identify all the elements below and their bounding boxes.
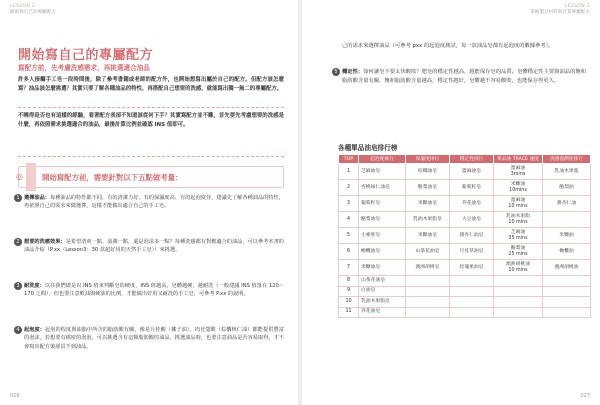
column-header: 保濕度排行 — [406, 155, 450, 164]
left-page-number: 026 — [10, 393, 20, 399]
column-header: 穩定性排行 — [450, 155, 494, 164]
rank-cell: 10 — [339, 297, 359, 308]
table-cell: 米糠油皂 — [406, 228, 450, 244]
page-title: 開始寫自己的專屬配方 — [18, 48, 154, 63]
page-subtitle: 寫配方前，先考慮洗感需求，再挑選適合油品 — [18, 64, 150, 72]
table-row — [339, 307, 591, 318]
item-number: 3 — [14, 282, 22, 290]
column-header: 起泡度排行 — [359, 155, 406, 164]
table-cell — [450, 307, 494, 318]
table-cell: 酪梨油皂 — [359, 212, 406, 228]
left-running-title: 開始寫自己的專屬配方 — [10, 10, 56, 15]
list-item — [16, 282, 284, 299]
rank-cell: 5 — [339, 228, 359, 244]
table-row — [339, 228, 591, 244]
right-page-number: 027 — [580, 393, 590, 399]
table-cell: 葡萄籽皂 — [359, 196, 406, 212]
table-cell: 米糠油 — [543, 228, 591, 244]
table-cell: 山茶花油皂 — [359, 276, 406, 287]
table-cell: 蓖麻油 10 mins — [494, 196, 543, 212]
rank-cell: 7 — [339, 260, 359, 276]
table-cell: 山茶花油皂 — [406, 244, 450, 260]
table-cell — [543, 307, 591, 318]
table-cell: 酪梨油 — [543, 180, 591, 196]
table-cell: 芥花油皂 — [450, 196, 494, 212]
section-title: 開始寫配方前，需要針對以下五點做考量： — [42, 173, 183, 182]
item-number: 4 — [14, 326, 22, 334]
section-banner-tab — [26, 163, 36, 191]
left-lesson-label: LESSON 2 — [10, 4, 36, 9]
intro-paragraph: 許多人接觸手工皂一段時間後，除了參考書籍或老師的配方外，也開始想寫出屬於自己的配方。但配方該怎麼寫？油品該怎麼挑選？其實只要了解各種油品的特性，再搭配自己想要的洗感，就能寫出獨一無二的專屬配方。 — [18, 77, 284, 92]
question-paragraph: 不曉得是否也有這樣的經驗，看著配方表卻不知道該從何下手？其實寫配方並不難，首先要先考慮想要的洗感是什麼，再依照需求挑選適合的油品，最後計算比例並確認 INS 值即可。 — [18, 113, 284, 128]
table-cell: 乳油木果脂 — [543, 164, 591, 180]
rank-cell: 9 — [339, 286, 359, 297]
table-cell — [406, 307, 450, 318]
item-text: 起泡的程度與油脂中所含的脂肪酸有關，像是月桂酸（椰子油）、肉荳蔻酸（棕櫚核仁油）都能提供豐富的泡沫，若想要有綿密的泡泡，可以挑選含有這類脂肪酸的油品。挑選油品時，也要注意油品是否容易取得，才不會寫出配方後卻買不到油品。 — [24, 327, 284, 350]
table-cell — [406, 286, 450, 297]
table-cell: 酪梨油皂 — [406, 180, 450, 196]
table-cell — [543, 286, 591, 297]
table-cell: 乳油木果脂 10 mins — [494, 212, 543, 228]
item-text: 以往我們總是以 INS 值來判斷皂的硬度，INS 值越高，皂體越硬、越耐洗（一般建議 INS 值落在 120～170 之間），但也要注意軟油與硬油的比例，才能做出好用又耐洗的手工皂，可參考 P.xx 的說明。 — [24, 283, 284, 298]
item-heading: 選擇油品： — [24, 195, 50, 201]
table-row — [339, 212, 591, 228]
table-cell: 杏桃核仁油皂 — [359, 180, 406, 196]
table-cell: 澳洲胡桃皂 — [406, 260, 450, 276]
left-page — [0, 0, 298, 405]
table-cell: 芝麻油 35 mins — [494, 228, 543, 244]
table-cell: 乳油木果脂皂 — [359, 297, 406, 308]
table-cell — [406, 297, 450, 308]
rank-cell: 6 — [339, 244, 359, 260]
column-header: TOP — [339, 155, 359, 164]
right-page — [302, 0, 600, 405]
list-item — [16, 194, 284, 211]
table-cell: 棕櫚油皂 — [406, 164, 450, 180]
ranking-table — [338, 154, 591, 318]
table-cell — [494, 276, 543, 287]
table-cell: 澳洲胡桃油 — [543, 260, 591, 276]
table-cell: 澳洲胡桃油 10 mins — [494, 260, 543, 276]
section-banner — [18, 166, 284, 188]
left-running-head — [10, 4, 56, 16]
item-heading: 起泡度： — [24, 327, 46, 333]
list-item — [16, 238, 284, 255]
table-cell: 玫瑰果油皂 — [450, 260, 494, 276]
right-running-title: 掌握製皂材料與計算專屬配方 — [530, 10, 590, 15]
table-cell: 蓖麻油皂 — [450, 164, 494, 180]
table-cell — [543, 297, 591, 308]
item-number: 5 — [332, 68, 340, 76]
rank-cell: 3 — [339, 196, 359, 212]
table-cell: 橄欖油 — [543, 244, 591, 260]
table-cell: 白油皂 — [359, 286, 406, 297]
table-row — [339, 244, 591, 260]
table-cell: 酪梨油 25 mins — [494, 244, 543, 260]
table-title: 各種單品油皂排行榜 — [338, 144, 398, 152]
rank-cell: 4 — [339, 212, 359, 228]
table-row — [339, 180, 591, 196]
table-header-row — [339, 155, 591, 164]
item-heading: 穩定性： — [342, 69, 364, 75]
table-cell: 橄欖油皂 — [359, 244, 406, 260]
table-cell — [450, 276, 494, 287]
circle-bullet-icon: ◎ — [16, 172, 23, 181]
table-cell: 米糠油皂 — [406, 196, 450, 212]
item-heading: 想要的洗感效果： — [24, 239, 66, 245]
item-number: 1 — [14, 194, 22, 202]
table-cell: 葡萄籽皂 — [450, 180, 494, 196]
item-text: 每種油品的特性都不同，有的清潔力好、有的保濕度高、有的起泡度佳，建議先了解各種油品的特性，再依照自己的需求來做選擇，這樣才能做出適合自己的手工皂。 — [24, 195, 284, 210]
table-row — [339, 260, 591, 276]
right-running-head — [530, 4, 590, 16]
dashed-divider — [18, 156, 284, 157]
dashed-divider — [18, 107, 284, 108]
table-cell: 蓖麻油 3mins — [494, 164, 543, 180]
table-cell: 甜杏仁油 — [543, 196, 591, 212]
table-cell — [406, 276, 450, 287]
rank-cell: 1 — [339, 164, 359, 180]
table-row — [339, 164, 591, 180]
table-cell: 大豆油皂 — [450, 212, 494, 228]
rank-cell: 8 — [339, 276, 359, 287]
item-text: 如何讓皂不要太快酸敗？肥皂的穩定性越高，越能保存皂的品質。皂體穩定性主要與油品的飽和脂肪酸含量有關，飽和脂肪酸含量越高，穩定性越好，皂體越不容易酸敗，也能保存得更久。 — [342, 69, 586, 84]
continued-paragraph: 己的需求來選擇油品（可參考 pxx 的起泡度測試，每一款油品皂都有起泡度的數據參考）。 — [342, 43, 554, 49]
table-row — [339, 297, 591, 308]
rank-cell: 2 — [339, 180, 359, 196]
table-cell: 甜杏仁油皂 — [450, 228, 494, 244]
table-row — [339, 276, 591, 287]
table-cell — [450, 286, 494, 297]
table-cell — [494, 286, 543, 297]
table-cell: 小麥胚皂 — [359, 228, 406, 244]
table-row — [339, 286, 591, 297]
item-heading: 耐洗度： — [24, 283, 45, 289]
table-cell — [543, 276, 591, 287]
list-item — [16, 326, 284, 351]
right-lesson-label: LESSON 2 — [564, 4, 590, 9]
table-cell: 芥花油皂 — [359, 307, 406, 318]
item-text: 是希望清爽一點、滋潤一點，還是泡沫多一點？每種洗感都有對應適合的油品，可以參考本書的油品介紹（P.xx〈Lesson3：30 款超好用的天然手工皂〉）來挑選。 — [24, 239, 284, 254]
table-cell — [450, 297, 494, 308]
table-cell — [543, 212, 591, 228]
table-cell — [494, 307, 543, 318]
list-item — [334, 68, 586, 85]
table-cell: 米糠油皂 — [359, 260, 406, 276]
table-cell: 米糠油 10mins — [494, 180, 543, 196]
column-header: 單品油 TRACE 速度 — [494, 155, 543, 164]
table-row — [339, 196, 591, 212]
column-header: 洗感滋潤度排行 — [543, 155, 591, 164]
table-cell: 乳油木果脂皂 — [406, 212, 450, 228]
rank-cell: 11 — [339, 307, 359, 318]
table-cell — [494, 297, 543, 308]
table-cell: 芝麻油皂 — [359, 164, 406, 180]
table-cell: 月見草油皂 — [450, 244, 494, 260]
item-number: 2 — [14, 238, 22, 246]
